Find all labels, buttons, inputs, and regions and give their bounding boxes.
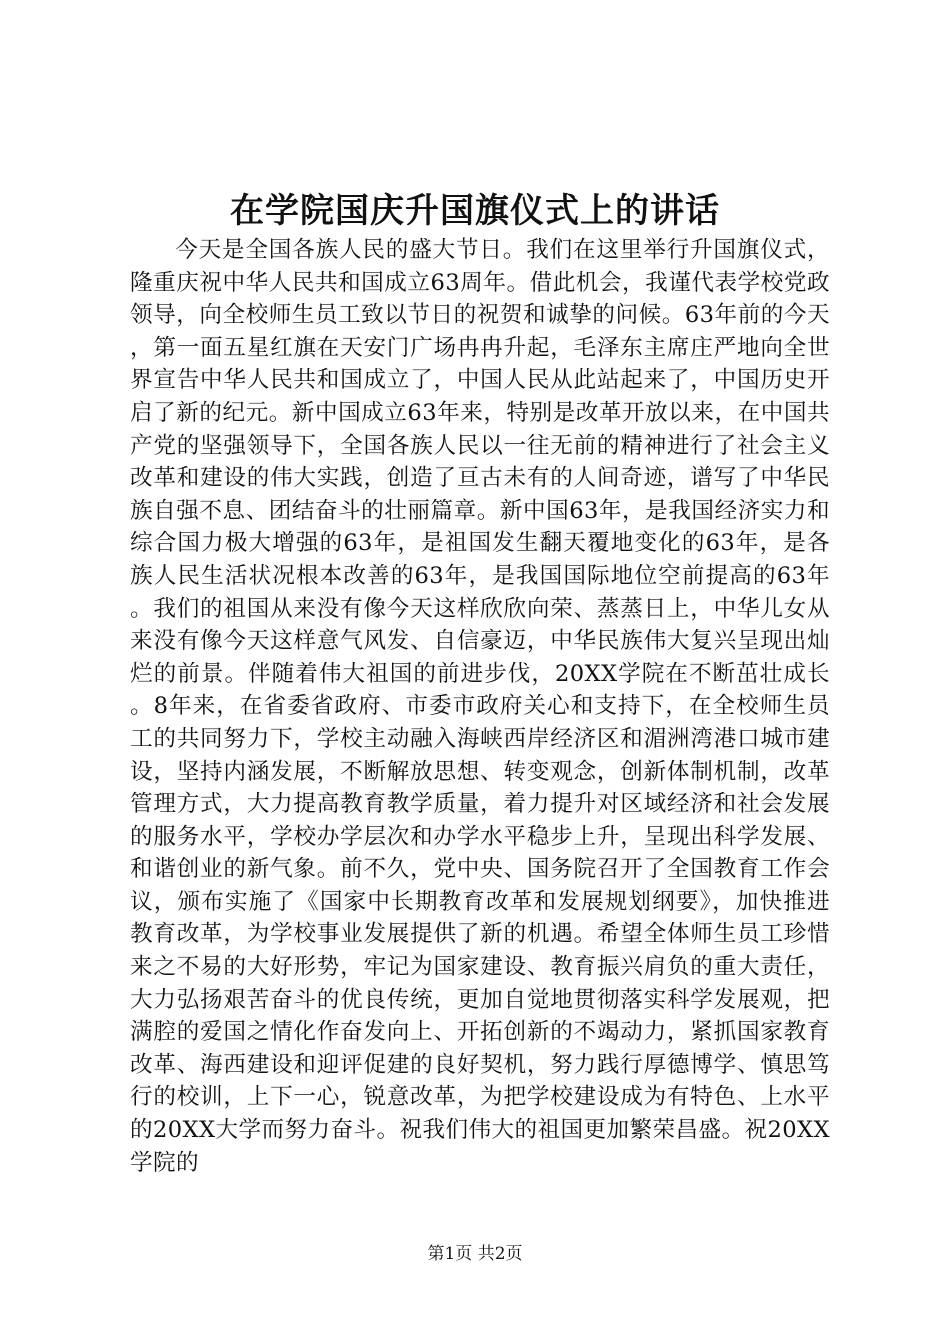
document-body-paragraph: 今天是全国各族人民的盛大节日。我们在这里举行升国旗仪式，隆重庆祝中华人民共和国成立63周年。借此机会，我谨代表学校党政领导，向全校师生员工致以节日的祝贺和诚挚的问候。63年前的今天，第一面五星红旗在天安门广场冉冉升起，毛泽东主席庄严地向全世界宣告中华人民共和国成立了，中国人民从此站起来了，中国历史开启了新的纪元。新中国成立63年来，特别是改革开放以来，在中国共产党的坚强领导下，全国各族人民以一往无前的精神进行了社会主义改革和建设的伟大实践，创造了亘古未有的人间奇迹，谱写了中华民族自强不息、团结奋斗的壮丽篇章。新中国63年，是我国经济实力和综合国力极大增强的63年，是祖国发生翻天覆地变化的63年，是各族人民生活状况根本改善的63年，是我国国际地位空前提高的63年。我们的祖国从来没有像今天这样欣欣向荣、蒸蒸日上，中华儿女从来没有像今天这样意气风发、自信豪迈，中华民族伟大复兴呈现出灿烂的前景。伴随着伟大祖国的前进步伐，20XX学院在不断茁壮成长。8年来，在省委省政府、市委市政府关心和支持下，在全校师生员工的共同努力下，学校主动融入海峡西岸经济区和湄洲湾港口城市建设，坚持内涵发展，不断解放思想、转变观念，创新体制机制，改革管理方式，大力提高教育教学质量，着力提升对区域经济和社会发展的服务水平，学校办学层次和办学水平稳步上升，呈现出科学发展、和谐创业的新气象。前不久，党中央、国务院召开了全国教育工作会议，颁布实施了《国家中长期教育改革和发展规划纲要》，加快推进教育改革，为学校事业发展提供了新的机遇。希望全体师生员工珍惜来之不易的大好形势，牢记为国家建设、教育振兴肩负的重大责任，大力弘扬艰苦奋斗的优良传统，更加自觉地贯彻落实科学发展观，把满腔的爱国之情化作奋发向上、开拓创新的不竭动力，紧抓国家教育改革、海西建设和迎评促建的良好契机，努力践行厚德博学、慎思笃行的校训，上下一心，锐意改革，为把学校建设成为有特色、上水平的20XX大学而努力奋斗。祝我们伟大的祖国更加繁荣昌盛。祝20XX学院的 <box>130 237 830 1176</box>
page-number-footer: 第1页 共2页 <box>427 1244 523 1264</box>
document-title: 在学院国庆升国旗仪式上的讲话 <box>230 191 720 231</box>
